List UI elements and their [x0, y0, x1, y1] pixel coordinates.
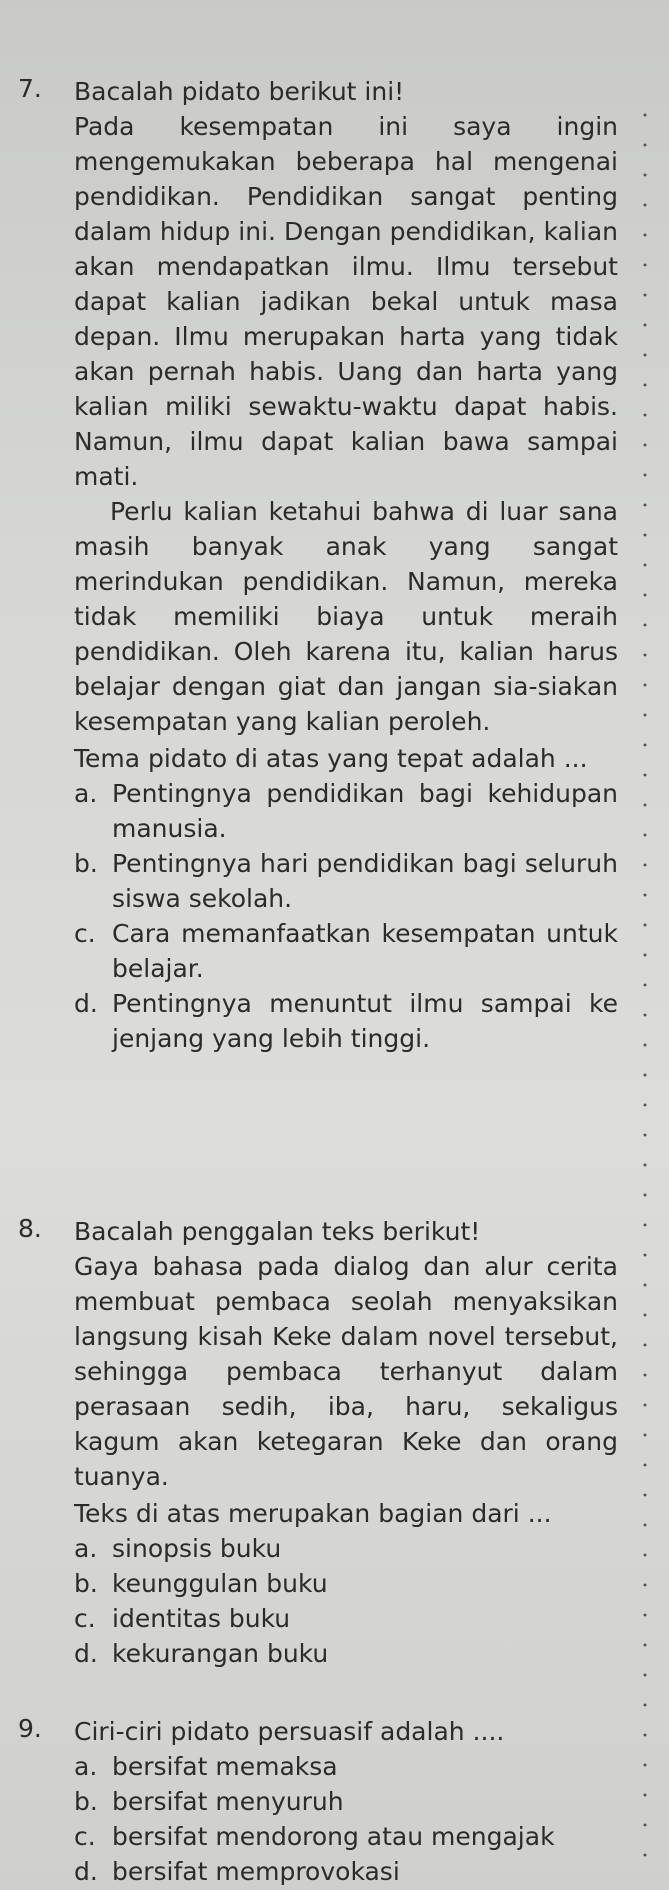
- option-text: sinopsis buku: [112, 1534, 282, 1563]
- option-d[interactable]: [74, 986, 618, 1056]
- option-c[interactable]: [74, 1819, 618, 1854]
- question-title: Ciri-ciri pidato persuasif adalah ....: [74, 1717, 505, 1746]
- question-number: 7.: [18, 74, 42, 103]
- option-letter: a.: [74, 779, 98, 808]
- option-text: bersifat memaksa: [112, 1752, 338, 1781]
- option-d[interactable]: [74, 1636, 618, 1671]
- option-letter: c.: [74, 1822, 96, 1851]
- option-text: kekurangan buku: [112, 1639, 329, 1668]
- option-text: keunggulan buku: [112, 1569, 328, 1598]
- question-stem: Tema pidato di atas yang tepat adalah ...: [74, 744, 588, 773]
- option-text: bersifat mendorong atau mengajak: [112, 1822, 555, 1851]
- option-a[interactable]: [74, 776, 618, 846]
- question-title: Bacalah pidato berikut ini!: [74, 77, 405, 106]
- option-letter: d.: [74, 1857, 98, 1886]
- question-7: [18, 74, 618, 1056]
- option-letter: c.: [74, 1604, 96, 1633]
- question-title: Bacalah penggalan teks berikut!: [74, 1217, 481, 1246]
- dotted-margin-line: [643, 100, 647, 1880]
- option-text: identitas buku: [112, 1604, 291, 1633]
- option-text: Cara memanfaatkan kesempatan untuk belajar.: [112, 919, 618, 983]
- excerpt-paragraph: Gaya bahasa pada dialog dan alur cerita membuat pembaca seolah menyaksikan langsung kisah Keke dalam novel tersebut, sehingga pembaca terhanyut dalam perasaan sedih, iba, haru, sekaligus kagum akan ketegaran Keke dan orang tuanya.: [74, 1252, 618, 1491]
- option-letter: a.: [74, 1752, 98, 1781]
- option-c[interactable]: [74, 1601, 618, 1636]
- option-text: Pentingnya pendidikan bagi kehidupan manusia.: [112, 779, 618, 843]
- question-9: [18, 1714, 618, 1889]
- option-letter: d.: [74, 989, 98, 1018]
- option-letter: b.: [74, 1787, 98, 1816]
- option-c[interactable]: [74, 916, 618, 986]
- speech-paragraph-2: Perlu kalian ketahui bahwa di luar sana masih banyak anak yang sangat merindukan pendidikan. Namun, mereka tidak memiliki biaya untuk meraih pendidikan. Oleh karena itu, kalian harus belajar dengan giat dan jangan sia-siakan kesempatan yang kalian peroleh.: [74, 497, 618, 736]
- option-letter: b.: [74, 1569, 98, 1598]
- option-letter: b.: [74, 849, 98, 878]
- option-text: bersifat memprovokasi: [112, 1857, 400, 1886]
- question-number: 8.: [18, 1214, 42, 1243]
- option-d[interactable]: [74, 1854, 618, 1889]
- option-text: bersifat menyuruh: [112, 1787, 344, 1816]
- option-text: Pentingnya hari pendidikan bagi seluruh siswa sekolah.: [112, 849, 618, 913]
- question-number: 9.: [18, 1714, 42, 1743]
- question-8: [18, 1214, 618, 1671]
- option-b[interactable]: [74, 846, 618, 916]
- option-letter: c.: [74, 919, 96, 948]
- option-b[interactable]: [74, 1566, 618, 1601]
- speech-paragraph-1: Pada kesempatan ini saya ingin mengemukakan beberapa hal mengenai pendidikan. Pendidikan sangat penting dalam hidup ini. Dengan pendidikan, kalian akan mendapatkan ilmu. Ilmu tersebut dapat kalian jadikan bekal untuk masa depan. Ilmu merupakan harta yang tidak akan pernah habis. Uang dan harta yang kalian miliki sewaktu-waktu dapat habis. Namun, ilmu dapat kalian bawa sampai mati.: [74, 112, 618, 491]
- option-letter: a.: [74, 1534, 98, 1563]
- option-a[interactable]: [74, 1749, 618, 1784]
- option-b[interactable]: [74, 1784, 618, 1819]
- question-stem: Teks di atas merupakan bagian dari ...: [74, 1499, 552, 1528]
- option-letter: d.: [74, 1639, 98, 1668]
- option-text: Pentingnya menuntut ilmu sampai ke jenjang yang lebih tinggi.: [112, 989, 618, 1053]
- option-a[interactable]: [74, 1531, 618, 1566]
